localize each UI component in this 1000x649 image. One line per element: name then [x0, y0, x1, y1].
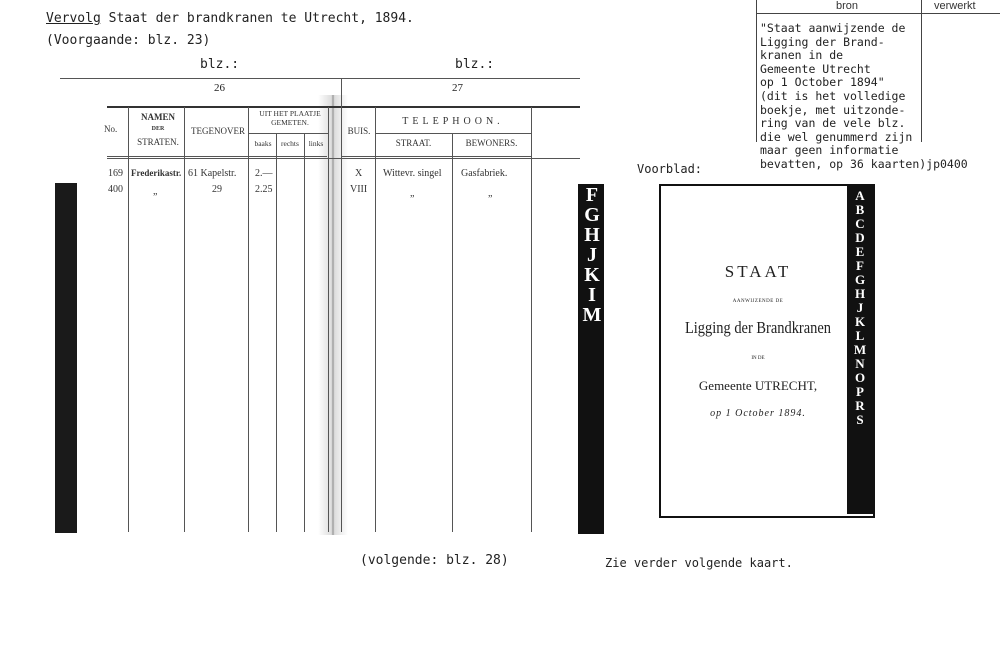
- col-links: links: [308, 139, 324, 148]
- cover-tab: J: [856, 300, 864, 315]
- col-namen: NAMEN: [141, 112, 175, 122]
- row1-bewoners: Gasfabriek.: [461, 168, 508, 179]
- title-vervolg: Vervolg: [46, 11, 101, 26]
- cover-tab: L: [855, 328, 865, 343]
- row2-straat: „: [410, 188, 415, 199]
- col-gemeten: GEMETEN.: [271, 118, 309, 127]
- row1-naam: Frederikastr.: [131, 168, 182, 178]
- cover-tab: C: [855, 216, 865, 231]
- row2-bewoners: „: [488, 188, 493, 199]
- cover-tab: M: [853, 342, 867, 357]
- cover-tab: P: [856, 384, 864, 399]
- col-bewoners: BEWONERS.: [465, 138, 518, 148]
- row1-no: 169: [108, 168, 123, 179]
- col-no: No.: [104, 124, 118, 134]
- cover-gemeente: Gemeente UTRECHT,: [698, 378, 818, 393]
- cover-tab: F: [856, 258, 864, 273]
- row2-naam: „: [153, 186, 158, 197]
- col-telephoon: TELEPHOON.: [402, 116, 504, 127]
- row1-tegenover: 61 Kapelstr.: [188, 168, 237, 179]
- col-straat: STRAAT.: [395, 138, 432, 148]
- cover-tab: N: [855, 356, 865, 371]
- row2-baaks: 2.25: [255, 184, 273, 195]
- next-page-ref: (volgende: blz. 28): [360, 553, 509, 568]
- index-tab: M: [582, 304, 602, 326]
- cover-tab: R: [855, 398, 865, 413]
- row2-tegenover: 29: [212, 184, 222, 195]
- col-baaks: baaks: [254, 139, 272, 148]
- booklet-cover: [659, 184, 875, 518]
- col-der: DER: [151, 126, 165, 132]
- ledger-index-tabs: [578, 184, 604, 534]
- ledger-page-27: 27: [452, 82, 463, 94]
- footer-note: Zie verder volgende kaart.: [605, 556, 793, 570]
- cover-tab: E: [855, 244, 865, 259]
- index-tab: G: [584, 204, 600, 226]
- index-tab: K: [584, 264, 600, 286]
- previous-page-ref: (Voorgaande: blz. 23): [46, 33, 211, 48]
- cover-tab: G: [854, 272, 866, 287]
- row2-no: 400: [108, 184, 123, 195]
- index-tab: I: [588, 284, 596, 306]
- col-uit-het-plaatje: UIT HET PLAATJE: [259, 109, 321, 118]
- title-rest: Staat der brandkranen te Utrecht, 1894.: [100, 11, 414, 26]
- cover-tab: B: [855, 202, 865, 217]
- blz-label-right: blz.:: [455, 57, 495, 72]
- cover-aanwijzende: AANWIJZENDE DE: [732, 299, 784, 304]
- page-title: [46, 11, 414, 26]
- col-tegenover: TEGENOVER: [191, 126, 245, 136]
- cover-tab: H: [854, 286, 866, 301]
- col-straten: STRATEN.: [137, 137, 179, 147]
- cover-tab: S: [856, 412, 864, 427]
- voorblad-label: Voorblad:: [637, 162, 703, 176]
- index-tab: F: [585, 184, 599, 206]
- blz-label-left: blz.:: [200, 57, 240, 72]
- cover-tab: D: [855, 230, 865, 245]
- meta-col-bron: bron: [836, 0, 859, 12]
- cover-ligging: Ligging der Brandkranen: [684, 318, 832, 337]
- row1-buis: X: [355, 168, 363, 179]
- bron-text: "Staat aanwijzende de Ligging der Brand- kranen in de Gemeente Utrecht op 1 October 1894" (dit is het volledige boekje, met uitzonde- ring van de vele blz. die wel genummerd zijn maar geen informatie bevatten, op 36 kaarten)jp0400: [760, 21, 968, 171]
- ledger-page-26: 26: [214, 82, 225, 94]
- cover-staat: STAAT: [724, 262, 792, 281]
- index-tab: H: [584, 224, 600, 246]
- cover-date: op 1 October 1894.: [710, 408, 806, 419]
- cover-tab: O: [854, 370, 866, 385]
- index-tab: J: [587, 244, 597, 266]
- row1-baaks: 2.—: [255, 168, 273, 179]
- cover-tab: K: [854, 314, 866, 329]
- cover-in-de: IN DE: [751, 356, 765, 361]
- row2-buis: VIII: [350, 184, 368, 195]
- cover-tab: A: [855, 188, 865, 203]
- col-buis: BUIS.: [347, 126, 371, 136]
- meta-col-verwerkt: verwerkt: [934, 0, 976, 12]
- row1-straat: Wittevr. singel: [383, 168, 442, 179]
- col-rechts: rechts: [281, 139, 299, 148]
